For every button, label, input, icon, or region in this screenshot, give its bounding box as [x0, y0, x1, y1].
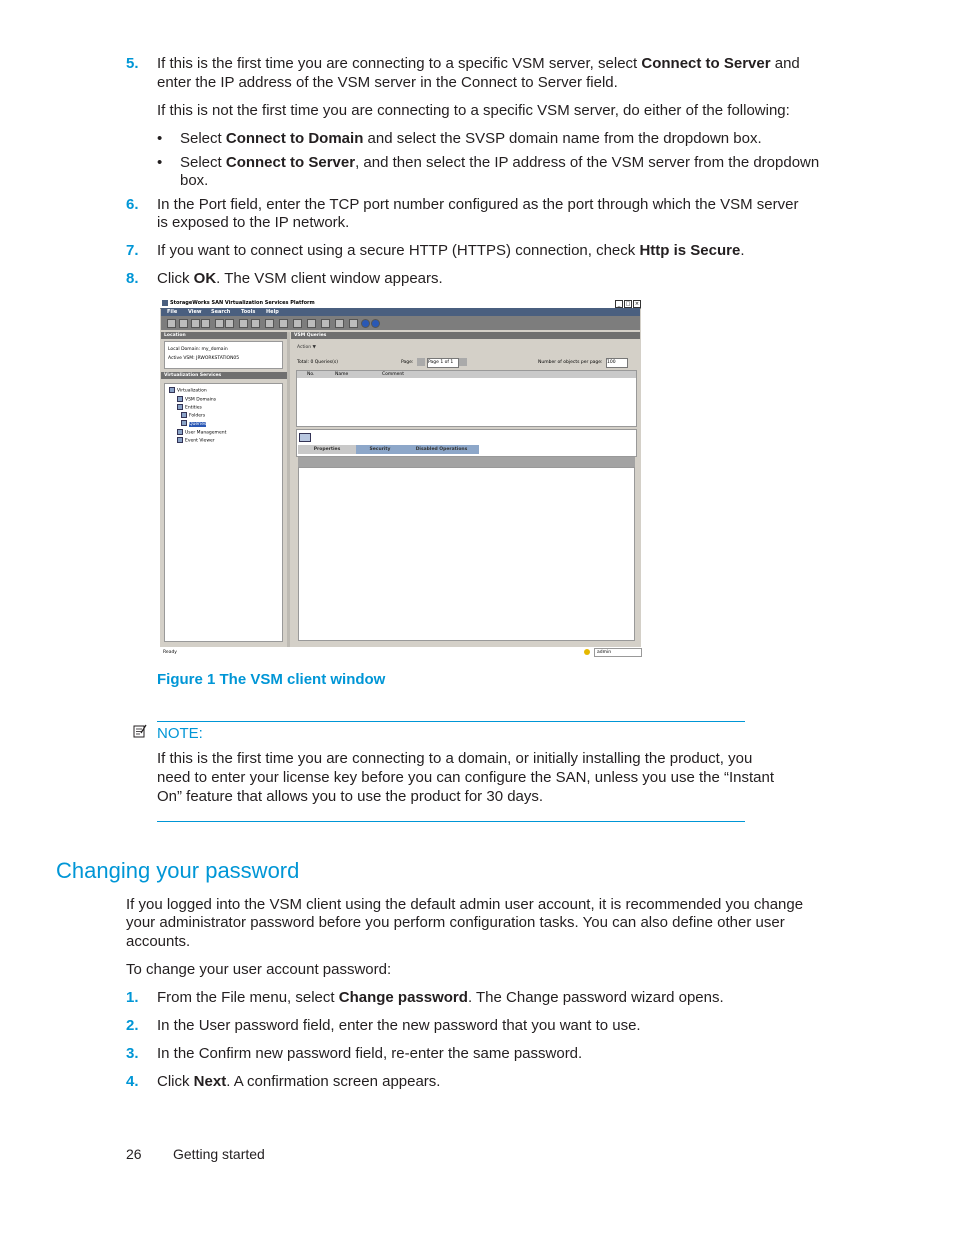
menu-search[interactable]: Search [211, 309, 231, 315]
lock-icon[interactable] [251, 319, 260, 328]
refresh-icon[interactable] [191, 319, 200, 328]
menu-bar [161, 308, 640, 316]
bullet: • [157, 130, 163, 147]
close-icon[interactable]: × [634, 301, 640, 307]
event-icon [177, 437, 183, 443]
forward-icon[interactable] [179, 319, 188, 328]
step-number: 7. [126, 242, 139, 259]
step-number: 5. [126, 55, 139, 72]
domain-icon [177, 396, 183, 402]
status-bar [160, 647, 641, 657]
help-icon[interactable] [371, 319, 380, 328]
tool-icon[interactable] [321, 319, 330, 328]
tree-item-folders[interactable]: Folders [181, 412, 205, 419]
step-text: Click Next. A confirmation screen appears. [157, 1073, 441, 1090]
paragraph-line: If you logged into the VSM client using the default admin user account, it is recommended you change [126, 896, 804, 913]
step-number: 4. [126, 1073, 139, 1090]
queries-table [296, 370, 637, 427]
bullet-text: Select Connect to Server, and then select the IP address of the VSM server from the dropdown [180, 154, 820, 171]
note-line: On” feature that allows you to use the product for 30 days. [157, 788, 544, 805]
page-select[interactable]: Page 1 of 1 [427, 358, 459, 368]
step-text: Click OK. The VSM client window appears. [157, 270, 443, 287]
users-icon [177, 429, 183, 435]
column-comment[interactable]: Comment [382, 372, 405, 377]
tree-item-user-management[interactable]: User Management [177, 429, 226, 436]
copy-icon[interactable] [225, 319, 234, 328]
step-text-line: enter the IP address of the VSM server in the Connect to Server field. [157, 74, 618, 91]
note-bottom-rule [157, 821, 745, 822]
bullet: • [157, 154, 163, 171]
step-number: 6. [126, 196, 139, 213]
tool-icon[interactable] [293, 319, 302, 328]
step-text: If this is the first time you are connecting to a specific VSM server, select Connect to Server and [157, 55, 800, 72]
pager-bar [291, 356, 637, 369]
info-icon[interactable] [361, 319, 370, 328]
navigation-tree [164, 383, 283, 642]
page-label: Page: [401, 360, 414, 365]
tab-security[interactable]: Security [356, 445, 404, 454]
location-header: Location [161, 332, 287, 339]
tool-icon[interactable] [335, 319, 344, 328]
menu-help[interactable]: Help [266, 309, 279, 315]
menu-tools[interactable]: Tools [241, 309, 256, 315]
app-icon [162, 300, 168, 306]
objects-per-page-select[interactable]: 100 [606, 358, 628, 368]
status-text: Ready [163, 650, 177, 655]
vsm-client-window [160, 299, 641, 657]
step-text: If you want to connect using a secure HTTP (HTTPS) connection, check Http is Secure. [157, 242, 745, 259]
splitter[interactable] [287, 332, 290, 647]
step-number: 3. [126, 1045, 139, 1062]
minimize-icon[interactable]: _ [615, 300, 623, 308]
note-icon [133, 724, 147, 738]
note-line: If this is the first time you are connecting to a domain, or initially installing the product, you [157, 750, 753, 767]
local-domain-row: Local Domain: my_domain [168, 347, 228, 352]
active-vsm-row: Active VSM: JRWORKSTATION05 [168, 356, 240, 361]
tool-icon[interactable] [307, 319, 316, 328]
vsm-queries-header: VSM Queries [291, 332, 640, 339]
tree-item-virtualization[interactable]: Virtualization [169, 387, 207, 394]
tab-properties[interactable]: Properties [298, 445, 356, 454]
tree-item-entities[interactable]: Entities [177, 404, 202, 411]
entities-icon [177, 404, 183, 410]
bullet-text: Select Connect to Domain and select the SVSP domain name from the dropdown box. [180, 130, 762, 147]
menu-file[interactable]: File [167, 309, 178, 315]
toolbar [161, 316, 640, 330]
step-text: In the User password field, enter the new password that you want to use. [157, 1017, 641, 1034]
virtualization-services-header: Virtualization Services [161, 372, 287, 379]
step-number: 8. [126, 270, 139, 287]
step-number: 2. [126, 1017, 139, 1034]
paragraph: If this is not the first time you are connecting to a specific VSM server, do either of the following: [157, 102, 790, 119]
virtualization-icon [169, 387, 175, 393]
current-user: admin [594, 648, 642, 657]
edit-icon[interactable] [215, 319, 224, 328]
menu-view[interactable]: View [188, 309, 202, 315]
paragraph-line: accounts. [126, 933, 191, 950]
tree-item-vsm-domains[interactable]: VSM Domains [177, 396, 216, 403]
prev-page-icon[interactable] [417, 358, 425, 366]
tree-item-queries[interactable]: Queries [181, 420, 206, 427]
step-text: From the File menu, select Change password. The Change password wizard opens. [157, 989, 724, 1006]
step-text: In the Port field, enter the TCP port number configured as the port through which the VSM server [157, 196, 799, 213]
search-icon[interactable] [299, 433, 311, 442]
properties-panel [298, 467, 635, 641]
table-header [297, 371, 636, 378]
properties-header-bar [298, 457, 635, 467]
new-icon[interactable] [201, 319, 210, 328]
user-icon [584, 649, 590, 655]
folder-icon [181, 412, 187, 418]
chapter-name: Getting started [173, 1146, 265, 1162]
paragraph-line: your administrator password before you perform configuration tasks. You can also define other user [126, 914, 785, 931]
next-page-icon[interactable] [459, 358, 467, 366]
step-number: 1. [126, 989, 139, 1006]
bullet-text-line: box. [180, 172, 209, 189]
step-text-line: is exposed to the IP network. [157, 214, 350, 231]
total-queries: Total: 0 Queries(s) [297, 360, 338, 365]
note-line: need to enter your license key before you can configure the SAN, unless you use the “Instant [157, 769, 775, 786]
window-title: StorageWorks SAN Virtualization Services Platform [170, 300, 315, 306]
action-bar [291, 341, 640, 355]
folder-icon[interactable] [265, 319, 274, 328]
tree-item-event-viewer[interactable]: Event Viewer [177, 437, 215, 444]
figure-caption: Figure 1 The VSM client window [157, 671, 386, 688]
note-top-rule [157, 721, 745, 722]
step-text: In the Confirm new password field, re-enter the same password. [157, 1045, 583, 1062]
maximize-icon[interactable]: □ [625, 301, 631, 307]
queries-icon [181, 420, 187, 426]
location-panel [164, 341, 283, 369]
note-label: NOTE: [157, 725, 203, 742]
back-icon[interactable] [167, 319, 176, 328]
properties-icon[interactable] [279, 319, 288, 328]
page-number: 26 [126, 1146, 142, 1162]
intro-text: To change your user account password: [126, 961, 392, 978]
tool-icon[interactable] [349, 319, 358, 328]
delete-icon[interactable] [239, 319, 248, 328]
objects-per-page-label: Number of objects per page: [538, 360, 603, 365]
column-no[interactable]: No. [307, 372, 315, 377]
tab-disabled-operations[interactable]: Disabled Operations [404, 445, 479, 454]
column-name[interactable]: Name [335, 372, 349, 377]
section-title: Changing your password [56, 858, 300, 883]
action-menu[interactable]: Action ▼ [297, 345, 316, 350]
